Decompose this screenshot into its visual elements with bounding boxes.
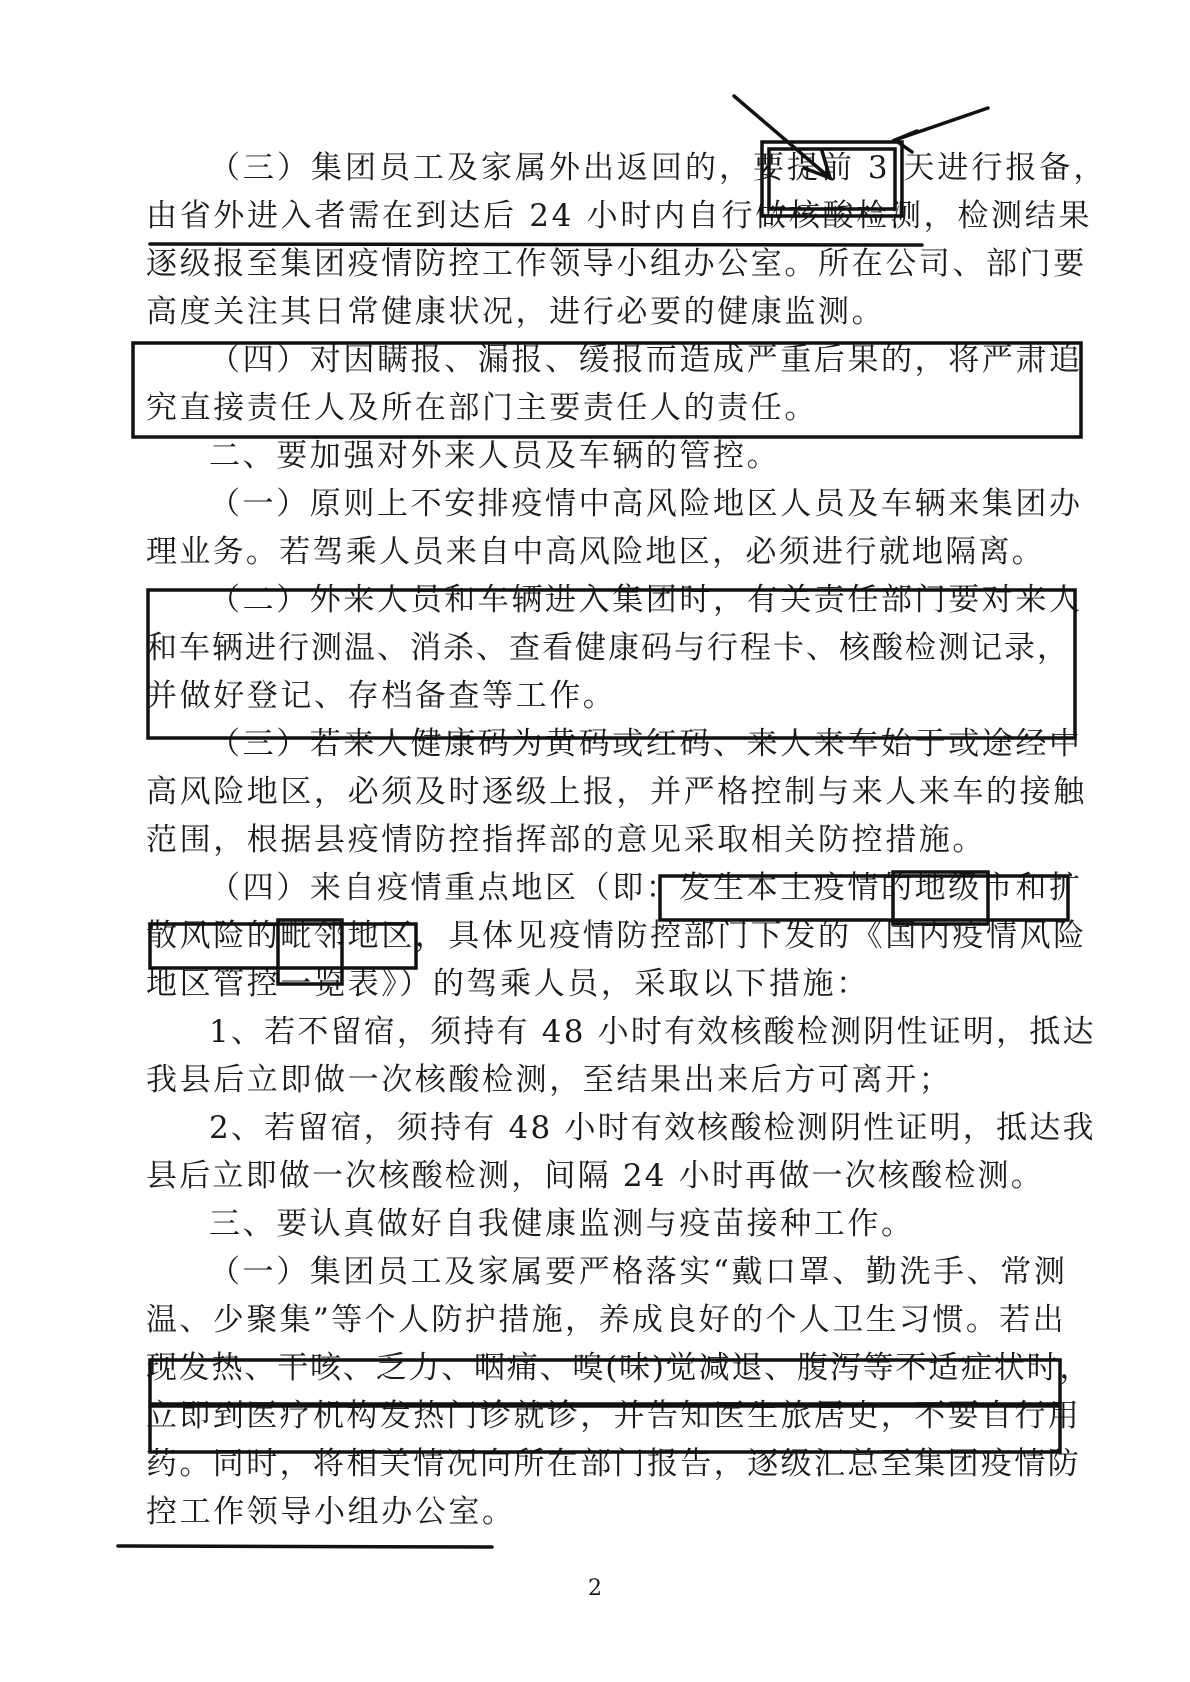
paragraph-line: （一）集团员工及家属要严格落实“戴口罩、勤洗手、常测 xyxy=(209,1254,1068,1290)
list-item: 我县后立即做一次核酸检测，至结果出来后方可离开； xyxy=(146,1062,953,1098)
paragraph-line: 现发热、干咳、乏力、咽痛、嗅(味)觉减退、腹泻等不适症状时， xyxy=(146,1350,1093,1386)
paragraph-line: （四）来自疫情重点地区（即：发生本土疫情的地级市和扩 xyxy=(209,870,1083,906)
paragraph-line: 理业务。若驾乘人员来自中高风险地区，必须进行就地隔离。 xyxy=(146,534,1046,570)
paragraph-line: （三）集团员工及家属外出返回的，要提前 3 天进行报备， xyxy=(209,150,1108,186)
paragraph-line: 高度关注其日常健康状况，进行必要的健康监测。 xyxy=(146,294,886,330)
paragraph-line: 温、少聚集”等个人防护措施，养成良好的个人卫生习惯。若出 xyxy=(146,1302,1067,1338)
section-heading: 二、要加强对外来人员及车辆的管控。 xyxy=(209,438,781,474)
paragraph-line: 究直接责任人及所在部门主要责任人的责任。 xyxy=(146,390,818,426)
paragraph-line: （一）原则上不安排疫情中高风险地区人员及车辆来集团办 xyxy=(209,486,1083,522)
paragraph-line: 由省外进入者需在到达后 24 小时内自行做核酸检测，检测结果 xyxy=(146,198,1093,234)
paragraph-line: 控工作领导小组办公室。 xyxy=(146,1494,516,1530)
paragraph-line: 逐级报至集团疫情防控工作领导小组办公室。所在公司、部门要 xyxy=(146,246,1087,282)
paragraph-line: （二）外来人员和车辆进入集团时，有关责任部门要对来人 xyxy=(209,582,1083,618)
paragraph-line: 并做好登记、存档备查等工作。 xyxy=(146,678,617,714)
paragraph-line: 药。同时，将相关情况向所在部门报告，逐级汇总至集团疫情防 xyxy=(146,1446,1082,1482)
paragraph-line: （三）若来人健康码为黄码或红码、来人来车始于或途经中 xyxy=(209,726,1083,762)
page-number: 2 xyxy=(588,1576,602,1601)
list-item: 1、若不留宿，须持有 48 小时有效核酸检测阴性证明，抵达 xyxy=(209,1014,1096,1050)
paragraph-line: 立即到医疗机构发热门诊就诊，并告知医生旅居史，不要自行用 xyxy=(146,1398,1082,1434)
underline xyxy=(118,1546,492,1547)
list-item: 县后立即做一次核酸检测，间隔 24 小时再做一次核酸检测。 xyxy=(146,1158,1044,1194)
paragraph-line: （四）对因瞒报、漏报、缓报而造成严重后果的，将严肃追 xyxy=(209,342,1083,378)
paragraph-line: 范围，根据县疫情防控指挥部的意见采取相关防控措施。 xyxy=(146,822,986,858)
paragraph-line: 散风险的毗邻地区，具体见疫情防控部门下发的《国内疫情风险 xyxy=(146,918,1087,954)
paragraph-line: 和车辆进行测温、消杀、查看健康码与行程卡、核酸检测记录， xyxy=(146,630,1070,666)
paragraph-line: 地区管控一览表》）的驾乘人员，采取以下措施： xyxy=(146,966,870,1002)
section-heading: 三、要认真做好自我健康监测与疫苗接种工作。 xyxy=(209,1206,915,1242)
paragraph-line: 高风险地区，必须及时逐级上报，并严格控制与来人来车的接触 xyxy=(146,774,1087,810)
arrow-right-icon xyxy=(895,108,988,152)
list-item: 2、若留宿，须持有 48 小时有效核酸检测阴性证明，抵达我 xyxy=(209,1110,1096,1146)
